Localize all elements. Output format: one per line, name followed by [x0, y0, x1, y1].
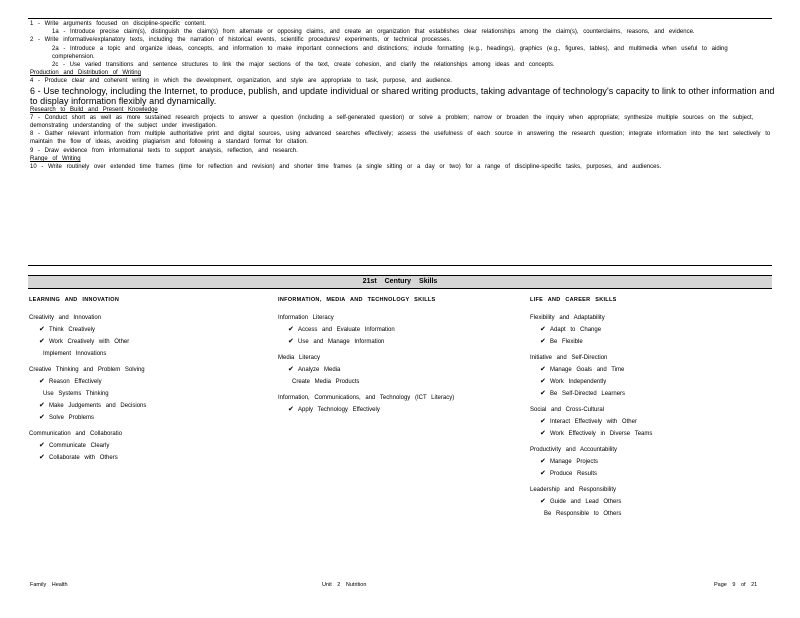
skill-item	[530, 376, 770, 388]
check-mark-icon: ✔	[540, 498, 546, 505]
footer-page-number: Page 9 of 21	[714, 582, 758, 588]
skill-item	[29, 452, 269, 464]
skill-group	[278, 392, 518, 416]
skill-item	[29, 348, 269, 360]
check-mark-icon: ✔	[540, 390, 546, 397]
skill-item-label: Work Creatively with Other	[49, 339, 130, 345]
check-mark-icon: ✔	[39, 378, 45, 385]
standard-text: 2a - Introduce a topic and organize ideas, concepts, and information to make important connections and distinctions; include formatting (e.g., headings), graphics (e.g., figures, tables), and multimedia when useful to aiding comprehension.	[52, 45, 728, 60]
skill-item-label: Use and Manage Information	[298, 339, 385, 345]
skills-column-information	[278, 294, 518, 420]
skill-item-label: Work Independently	[550, 379, 607, 385]
footer-unit: Unit 2 Nutrition	[322, 582, 367, 588]
skill-item	[278, 404, 518, 416]
skill-item	[530, 456, 770, 468]
skill-item	[530, 468, 770, 480]
skill-item-label: Be Flexible	[550, 339, 583, 345]
footer-course: Family Health	[30, 582, 68, 588]
standard-text: 8 - Gather relevant information from multiple authoritative print and digital sources, using advanced searches effectively; assess the usefulness of each source in answering the research question; integrate information into the text selectively to maintain the flow of ideas, avoiding plagiarism and following a standard format for citation.	[30, 131, 771, 146]
standard-text: 2c - Use varied transitions and sentence structures to link the major sections of the text, create cohesion, and clarify the relationships among ideas and concepts.	[52, 62, 555, 69]
skill-group-title: Flexibility and Adaptability	[530, 315, 605, 321]
check-mark-icon: ✔	[39, 338, 45, 345]
skill-item-label: Create Media Products	[292, 379, 360, 385]
check-mark-icon: ✔	[540, 338, 546, 345]
check-mark-icon: ✔	[39, 442, 45, 449]
skill-item-label: Produce Results	[550, 471, 598, 477]
skill-group	[29, 428, 269, 464]
skills-table-header: 21st Century Skills	[28, 275, 772, 289]
skill-item-label: Make Judgements and Decisions	[49, 403, 147, 409]
check-mark-icon: ✔	[540, 378, 546, 385]
skill-item	[530, 428, 770, 440]
skill-item	[278, 336, 518, 348]
check-mark-icon: ✔	[540, 366, 546, 373]
skill-item-label: Interact Effectively with Other	[550, 419, 637, 425]
check-mark-icon: ✔	[540, 430, 546, 437]
skill-item-label: Manage Projects	[550, 459, 599, 465]
skill-item-label: Communicate Clearly	[49, 443, 110, 449]
check-mark-icon: ✔	[288, 326, 294, 333]
skill-item	[278, 376, 518, 388]
skill-item	[530, 416, 770, 428]
skill-item	[29, 336, 269, 348]
standard-section-heading: Range of Writing	[30, 155, 81, 162]
skill-item-label: Be Responsible to Others	[544, 511, 622, 517]
skill-group-title: Leadership and Responsibility	[530, 487, 617, 493]
skill-group	[530, 352, 770, 400]
skill-group-title: Productivity and Accountability	[530, 447, 618, 453]
skill-item-label: Access and Evaluate Information	[298, 327, 395, 333]
standard-section-heading: Production and Distribution of Writing	[30, 70, 141, 77]
skill-item	[29, 376, 269, 388]
skills-column-learning	[29, 294, 269, 468]
skill-item	[530, 388, 770, 400]
check-mark-icon: ✔	[540, 326, 546, 333]
skill-item-label: Reason Effectively	[49, 379, 102, 385]
check-mark-icon: ✔	[39, 454, 45, 461]
standard-text: 9 - Draw evidence from informational texts to support analysis, reflection, and research.	[30, 147, 298, 154]
skills-column-heading: LIFE AND CAREER SKILLS	[530, 297, 617, 303]
skill-item-label: Solve Problems	[49, 415, 95, 421]
skill-group-title: Creative Thinking and Problem Solving	[29, 367, 145, 373]
check-mark-icon: ✔	[39, 414, 45, 421]
skill-group-title: Information, Communications, and Technology (ICT Literacy)	[278, 395, 455, 401]
skill-group	[29, 364, 269, 424]
skill-item	[530, 336, 770, 348]
skill-group	[530, 484, 770, 520]
skill-item-label: Apply Technology Effectively	[298, 407, 380, 413]
skill-group	[530, 312, 770, 348]
check-mark-icon: ✔	[540, 458, 546, 465]
standard-section-heading: Research to Build and Present Knowledge	[30, 106, 158, 113]
skill-item	[530, 324, 770, 336]
check-mark-icon: ✔	[39, 326, 45, 333]
skill-item	[29, 388, 269, 400]
check-mark-icon: ✔	[288, 338, 294, 345]
skill-group-title: Media Literacy	[278, 355, 321, 361]
skill-item-label: Use Systems Thinking	[43, 391, 109, 397]
skills-column-heading: LEARNING AND INNOVATION	[29, 297, 120, 303]
skill-item-label: Think Creatively	[49, 327, 96, 333]
skill-item-label: Be Self-Directed Learners	[550, 391, 626, 397]
check-mark-icon: ✔	[540, 470, 546, 477]
skill-item	[29, 324, 269, 336]
writing-standards-list	[30, 20, 775, 171]
skill-group	[278, 312, 518, 348]
skill-item	[29, 400, 269, 412]
skill-item	[278, 324, 518, 336]
skill-item-label: Implement Innovations	[43, 351, 107, 357]
standard-text: 2 - Write informative/explanatory texts, including the narration of historical events, scientific procedures/ experiments, or technical processes.	[30, 37, 452, 44]
check-mark-icon: ✔	[288, 406, 294, 413]
standard-text: 1 - Write arguments focused on discipline-specific content.	[30, 21, 206, 27]
skill-item-label: Adapt to Change	[550, 327, 602, 333]
skill-group-title: Communication and Collaboratio	[29, 431, 123, 437]
skill-group	[530, 444, 770, 480]
standards-bottom-rule	[28, 265, 772, 266]
skill-item-label: Collaborate with Others	[49, 455, 118, 461]
skill-item	[530, 508, 770, 520]
skill-group-title: Initiative and Self-Direction	[530, 355, 608, 361]
skill-group	[278, 352, 518, 388]
check-mark-icon: ✔	[540, 418, 546, 425]
standard-text: 1a - Introduce precise claim(s), distinguish the claim(s) from alternate or opposing claims, and create an organization that establishes clear relationships among the claim(s), counterclaims, reasons, and evidence.	[52, 29, 695, 36]
skills-column-life-career	[530, 294, 770, 524]
skill-item-label: Guide and Lead Others	[550, 499, 622, 505]
skill-item	[29, 440, 269, 452]
top-rule	[28, 18, 772, 19]
skill-group	[530, 404, 770, 440]
standard-text: 6 - Use technology, including the Internet, to produce, publish, and update individual or shared writing products, taking advantage of technology's capacity to link to other information and to display information flexibly and dynamically.	[30, 85, 775, 106]
skill-item-label: Manage Goals and Time	[550, 367, 625, 373]
check-mark-icon: ✔	[39, 402, 45, 409]
standard-text: 10 - Write routinely over extended time frames (time for reflection and revision) and shorter time frames (a single sitting or a day or two) for a range of discipline-specific tasks, purposes, and audiences.	[30, 164, 662, 171]
skill-group-title: Social and Cross-Cultural	[530, 407, 605, 413]
skill-group	[29, 312, 269, 360]
skill-group-title: Creativity and Innovation	[29, 315, 102, 321]
skill-item	[29, 412, 269, 424]
skill-item-label: Analyze Media	[298, 367, 341, 373]
skill-group-title: Information Literacy	[278, 315, 334, 321]
check-mark-icon: ✔	[288, 366, 294, 373]
standard-text: 7 - Conduct short as well as more sustained research projects to answer a question (including a self-generated question) or solve a problem; narrow or broaden the inquiry when appropriate; synthesize multiple sources on the subject, demonstrating understanding of the subject under investigation.	[30, 114, 754, 130]
skills-column-heading: INFORMATION, MEDIA AND TECHNOLOGY SKILLS	[278, 297, 436, 303]
skill-item	[530, 496, 770, 508]
standard-text: 4 - Produce clear and coherent writing in which the development, organization, and style are appropriate to task, purpose, and audience.	[30, 78, 452, 85]
skill-item-label: Work Effectively in Diverse Teams	[550, 431, 653, 437]
skill-item	[278, 364, 518, 376]
skill-item	[530, 364, 770, 376]
